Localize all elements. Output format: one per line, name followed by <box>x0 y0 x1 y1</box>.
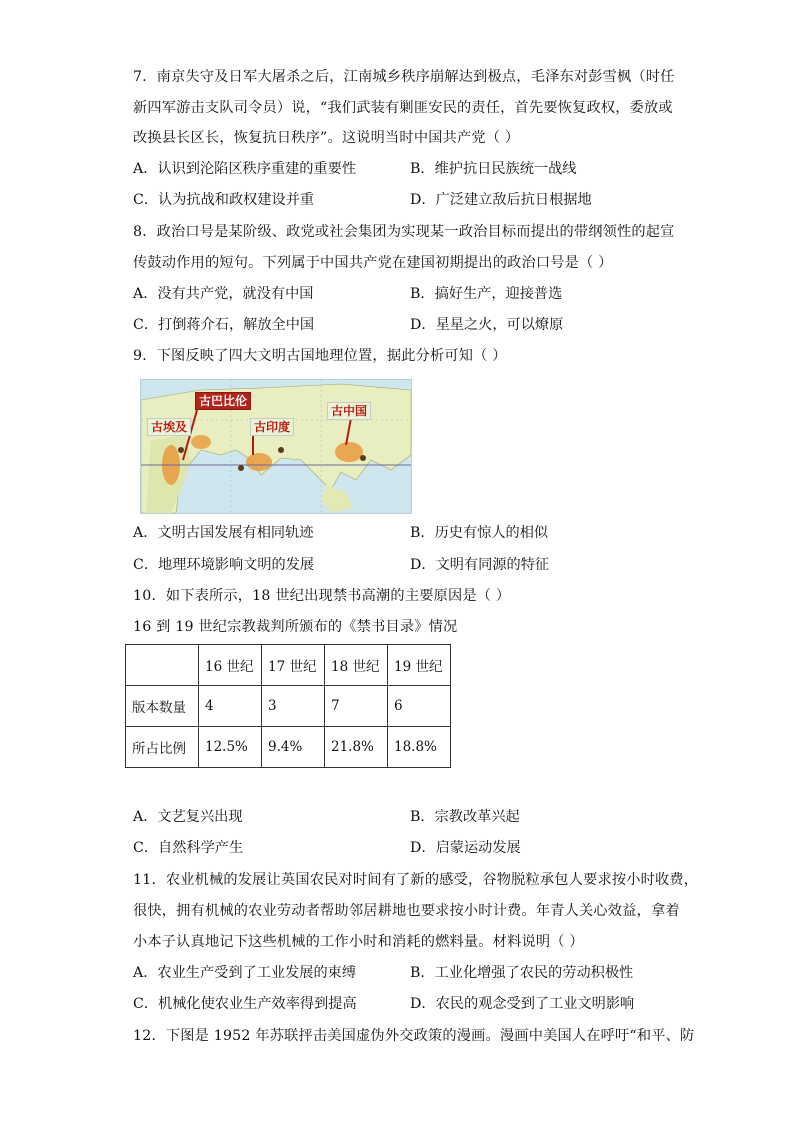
q8-stem-line-1: 8．政治口号是某阶级、政党或社会集团为实现某一政治目标而提出的带纲领性的起宣 <box>133 224 675 240</box>
table-cell: 12.5% <box>199 727 262 768</box>
table-row <box>126 727 451 768</box>
table-header-cell: 17 世纪 <box>262 645 325 686</box>
q7-option-a[interactable]: A．认识到沦陷区秩序重建的重要性 <box>133 161 357 177</box>
q8-stem-line-2: 传鼓动作用的短句。下列属于中国共产党在建国初期提出的政治口号是（ ） <box>133 255 613 271</box>
q11-option-c[interactable]: C．机械化使农业生产效率得到提高 <box>133 996 357 1012</box>
q9-option-d[interactable]: D．文明有同源的特征 <box>410 557 550 573</box>
table-cell: 所占比例 <box>126 727 199 768</box>
table-cell: 版本数量 <box>126 686 199 727</box>
q10-stem: 10．如下表所示，18 世纪出现禁书高潮的主要原因是（ ） <box>133 588 511 604</box>
q8-option-c[interactable]: C．打倒蒋介石，解放全中国 <box>133 317 315 333</box>
table-cell: 7 <box>325 686 388 727</box>
q7-option-d[interactable]: D．广泛建立敌后抗日根据地 <box>410 192 592 208</box>
q11-option-d[interactable]: D．农民的观念受到了工业文明影响 <box>410 996 635 1012</box>
table-cell: 9.4% <box>262 727 325 768</box>
q7-option-b[interactable]: B．维护抗日民族统一战线 <box>410 161 577 177</box>
table-cell: 4 <box>199 686 262 727</box>
map-label-egypt: 古埃及 <box>147 418 191 436</box>
q10-option-a[interactable]: A．文艺复兴出现 <box>133 809 243 825</box>
q7-stem-line-2: 新四军游击支队司令员）说，“我们武装有剿匪安民的责任，首先要恢复政权，委放或 <box>133 100 673 116</box>
map-label-babylon: 古巴比伦 <box>195 392 251 410</box>
q7-stem-line-3: 改换县长区长，恢复抗日秩序”。这说明当时中国共产党（ ） <box>133 130 520 146</box>
world-map-graphic <box>141 380 411 513</box>
table-row <box>126 686 451 727</box>
table-cell: 18.8% <box>388 727 451 768</box>
banned-books-table <box>125 644 451 768</box>
q7-stem-line-1: 7．南京失守及日军大屠杀之后，江南城乡秩序崩解达到极点，毛泽东对彭雪枫（时任 <box>133 69 675 85</box>
table-header-cell <box>126 645 199 686</box>
q8-option-a[interactable]: A．没有共产党，就没有中国 <box>133 286 314 302</box>
q12-stem-line-1: 12．下图是 1952 年苏联抨击美国虚伪外交政策的漫画。漫画中美国人在呼吁“和平、防 <box>133 1028 695 1044</box>
q11-stem-line-3: 小本子认真地记下这些机械的工作小时和消耗的燃料量。材料说明（ ） <box>133 934 584 950</box>
q10-option-c[interactable]: C．自然科学产生 <box>133 840 244 856</box>
q11-stem-line-1: 11．农业机械的发展让英国农民对时间有了新的感受，谷物脱粒承包人要求按小时收费， <box>133 872 699 888</box>
q11-option-b[interactable]: B．工业化增强了农民的劳动积极性 <box>410 965 634 981</box>
map-label-india: 古印度 <box>250 418 294 436</box>
table-header-row <box>126 645 451 686</box>
q9-stem: 9．下图反映了四大文明古国地理位置，据此分析可知（ ） <box>133 348 507 364</box>
q10-table-caption: 16 到 19 世纪宗教裁判所颁布的《禁书目录》情况 <box>133 619 458 635</box>
q11-option-a[interactable]: A．农业生产受到了工业发展的束缚 <box>133 965 357 981</box>
table-header-cell: 19 世纪 <box>388 645 451 686</box>
table-cell: 6 <box>388 686 451 727</box>
ancient-civilizations-map <box>140 379 412 514</box>
table-cell: 3 <box>262 686 325 727</box>
q8-option-d[interactable]: D．星星之火，可以燎原 <box>410 317 564 333</box>
q10-option-b[interactable]: B．宗教改革兴起 <box>410 809 520 825</box>
q7-option-c[interactable]: C．认为抗战和政权建设并重 <box>133 192 315 208</box>
table-cell: 21.8% <box>325 727 388 768</box>
q8-option-b[interactable]: B．搞好生产，迎接普选 <box>410 286 563 302</box>
map-label-china: 古中国 <box>327 402 371 420</box>
q10-option-d[interactable]: D．启蒙运动发展 <box>410 840 521 856</box>
q9-option-b[interactable]: B．历史有惊人的相似 <box>410 525 549 541</box>
q11-stem-line-2: 很快，拥有机械的农业劳动者帮助邻居耕地也要求按小时计费。年青人关心效益，拿着 <box>133 903 680 919</box>
q9-option-c[interactable]: C．地理环境影响文明的发展 <box>133 557 315 573</box>
table-header-cell: 16 世纪 <box>199 645 262 686</box>
q9-option-a[interactable]: A．文明古国发展有相同轨迹 <box>133 525 314 541</box>
table-header-cell: 18 世纪 <box>325 645 388 686</box>
